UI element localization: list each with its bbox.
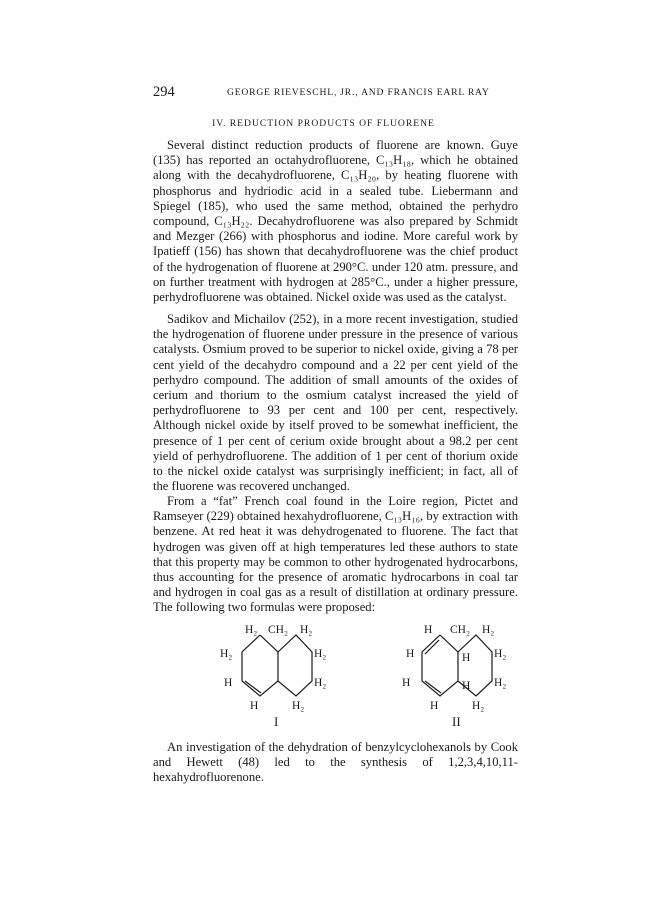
atom-label: H	[430, 700, 439, 712]
formula-number: II	[452, 714, 461, 729]
formula-i-labels	[220, 625, 326, 729]
atom-label: H₂	[292, 700, 305, 712]
atom-label: H	[462, 680, 471, 692]
paragraph: An investigation of the dehydration of benzylcyclohexanols by Cook and Hewett (48) led to the synthesis of 1,2,3,4,10,11-hexahydrofluorenone.	[153, 740, 518, 785]
formula-ii	[422, 635, 492, 696]
paragraph-block	[153, 312, 518, 494]
atom-label: H	[402, 677, 411, 689]
atom-label: H₂	[314, 677, 327, 689]
left-ring	[242, 635, 278, 696]
paragraph-block	[153, 138, 518, 305]
atom-label: CH₂	[450, 625, 470, 636]
atom-label: H₂	[494, 677, 507, 689]
right-ring	[278, 635, 312, 696]
atom-label: H	[224, 677, 233, 689]
atom-label: H	[424, 625, 433, 636]
atom-label: H	[406, 648, 415, 660]
paragraph-block	[153, 740, 518, 786]
atom-label: H₂	[300, 625, 313, 636]
atom-label: H₂	[314, 648, 327, 660]
paragraph: From a “fat” French coal found in the Loire region, Pictet and Ramseyer (229) obtained hexahydrofluorene, C₁₃H₁₆, by extraction with benzene. At red heat it was dehydrogenated to fluorene. The fact that hydrogen was given off at high temperatures led these authors to state that this property may be common to other hydrogenated hydrocarbons, thus accounting for the presence of aromatic hydrocarbons in coal tar and hydrogen in coal gas as a result of distillation at ordinary pressure. The following two formulas were proposed:	[153, 494, 518, 615]
page-number: 294	[153, 84, 175, 100]
paragraph: Several distinct reduction products of fluorene are known. Guye (135) has reported an octahydrofluorene, C₁₃H₁₈, which he obtained along with the decahydrofluorene, C₁₃H₂₀, by heating fluorene with phosphorus and hydriodic acid in a sealed tube. Liebermann and Spiegel (185), who used the same method, obtained the perhydro compound, C₁₃H₂₂. Decahydrofluorene was also prepared by Schmidt and Mezger (266) with phosphorus and iodine. More careful work by Ipatieff (156) has shown that decahydrofluorene was the chief product of the hydrogenation of fluorene at 290°C. under 120 atm. pressure, and on further treatment with hydrogen at 285°C., under a higher pressure, perhydrofluorene was obtained. Nickel oxide was used as the catalyst.	[153, 138, 518, 305]
atom-label: H₂	[245, 625, 258, 636]
formula-i	[242, 635, 312, 696]
section-title: IV. REDUCTION PRODUCTS OF FLUORENE	[212, 118, 435, 129]
atom-label: H₂	[220, 648, 233, 660]
structural-formulas-figure	[200, 625, 510, 730]
atom-label: H₂	[472, 700, 485, 712]
atom-label: H₂	[482, 625, 495, 636]
left-ring	[422, 635, 458, 696]
double-bond	[245, 681, 261, 693]
atom-label: H₂	[494, 648, 507, 660]
atom-label: CH₂	[268, 625, 288, 636]
paragraph-block	[153, 494, 518, 616]
double-bond	[425, 681, 441, 693]
page-header	[153, 84, 518, 102]
formula-number: I	[274, 714, 279, 729]
atom-label: H	[250, 700, 259, 712]
formula-ii-labels	[402, 625, 506, 729]
running-title: GEORGE RIEVESCHL, JR., AND FRANCIS EARL RAY	[227, 87, 490, 98]
atom-label: H	[462, 652, 471, 664]
paragraph: Sadikov and Michailov (252), in a more recent investigation, studied the hydrogenation of fluorene under pressure in the presence of various catalysts. Osmium proved to be superior to nickel oxide, giving a 78 per cent yield of the decahydro compound and a 22 per cent yield of the perhydro compound. The addition of small amounts of the oxides of cerium and thorium to the osmium catalyst increased the yield of perhydrofluorene to 93 per cent and 100 per cent, respectively. Although nickel oxide by itself proved to be somewhat inefficient, the presence of 1 per cent of cerium oxide brought about a 98.2 per cent yield of perhydrofluorene. The addition of 1 per cent of thorium oxide to the nickel oxide catalyst was surprisingly inefficient; in fact, all of the fluorene was recovered unchanged.	[153, 312, 518, 494]
